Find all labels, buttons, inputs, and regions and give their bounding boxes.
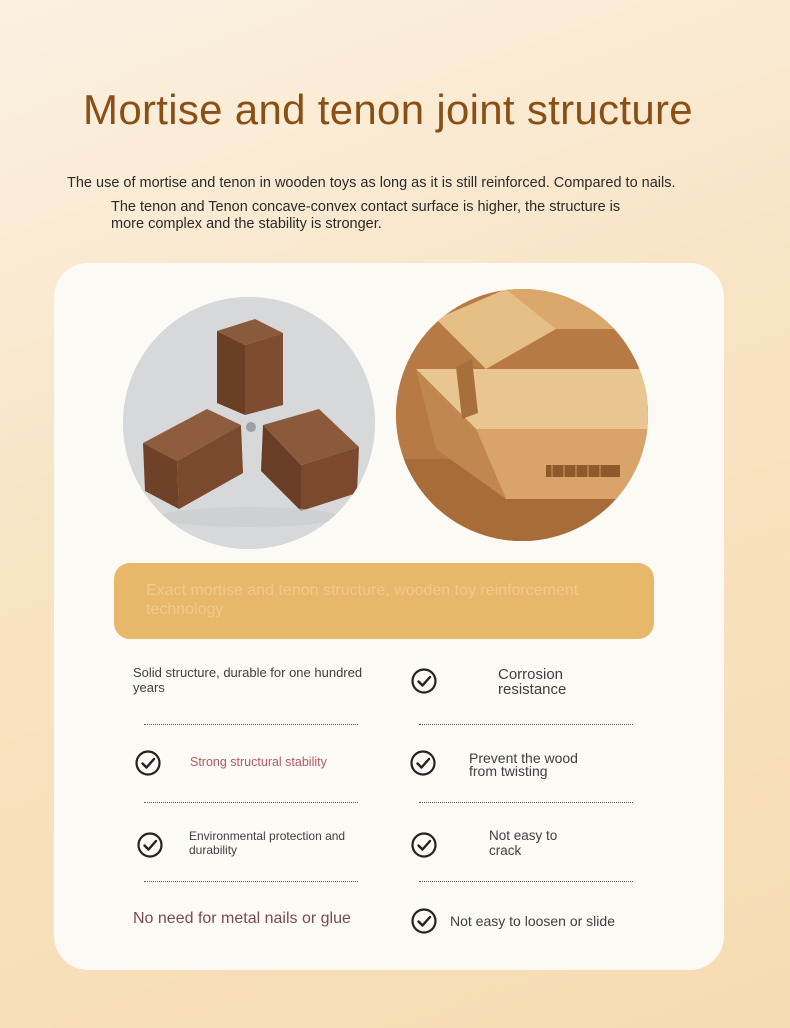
intro-text-line2: The tenon and Tenon concave-convex contact surface is higher, the structure is more complex and the stability is stronger. [111, 199, 621, 232]
feature-prevent-twisting: Prevent the wood from twisting [469, 750, 578, 779]
divider [419, 802, 633, 803]
corner-joint-photo [396, 289, 648, 541]
feature-not-easy-to-loosen: Not easy to loosen or slide [450, 913, 615, 929]
feature-environmental-protection: Environmental protection and durability [189, 829, 346, 857]
divider [144, 881, 358, 882]
feature-corrosion-resistance: Corrosion resistance [498, 666, 567, 698]
three-way-joint-photo [123, 297, 375, 549]
check-circle-icon [134, 749, 162, 777]
intro-text-line1: The use of mortise and tenon in wooden toys as long as it is still reinforced. Compared to nails. [67, 175, 676, 191]
divider [144, 724, 358, 725]
check-circle-icon [410, 667, 438, 695]
check-circle-icon [410, 831, 438, 859]
feature-not-easy-to-crack: Not easy to crack [489, 828, 558, 858]
check-circle-icon [136, 831, 164, 859]
reinforcement-banner [114, 563, 654, 639]
check-circle-icon [410, 907, 438, 935]
banner-text: Exact mortise and tenon structure, wooden toy reinforcement technology [146, 582, 579, 618]
divider [419, 724, 633, 725]
feature-solid-structure: Solid structure, durable for one hundred years [133, 665, 363, 695]
divider [419, 881, 633, 882]
feature-no-nails-or-glue: No need for metal nails or glue [133, 910, 351, 927]
check-circle-icon [409, 749, 437, 777]
page-title: Mortise and tenon joint structure [83, 86, 693, 133]
divider [144, 802, 358, 803]
feature-structural-stability: Strong structural stability [190, 755, 327, 769]
